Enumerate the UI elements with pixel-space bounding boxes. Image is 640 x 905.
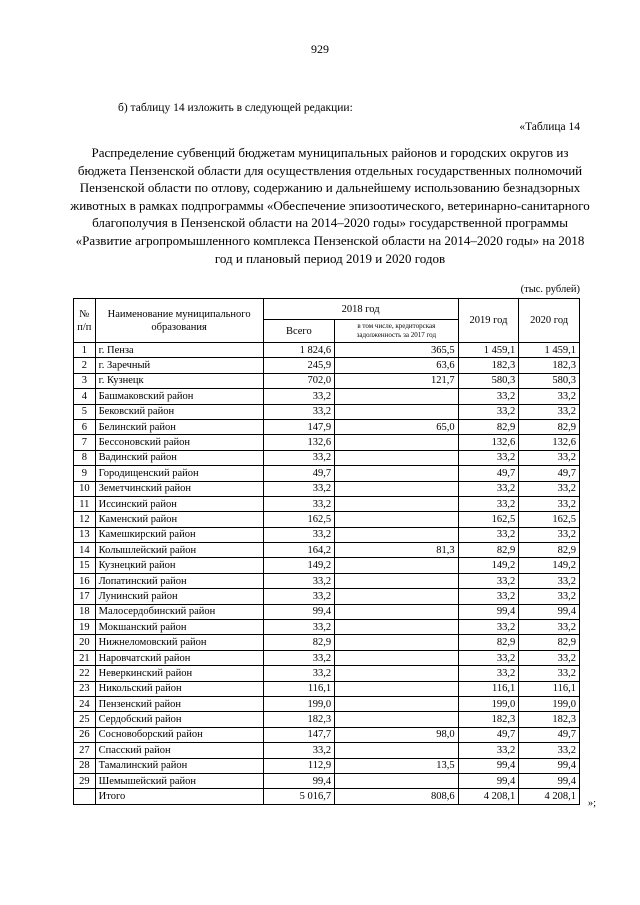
row-name-cell: Лопатинский район — [95, 573, 263, 588]
table-row — [74, 604, 580, 619]
row-2020-cell: 33,2 — [519, 389, 580, 404]
table-row — [74, 743, 580, 758]
table-row — [74, 373, 580, 388]
row-2019-cell: 149,2 — [458, 558, 519, 573]
row-name-cell: Городищенский район — [95, 466, 263, 481]
row-number-cell: 19 — [74, 620, 96, 635]
table-row — [74, 466, 580, 481]
row-number-cell: 13 — [74, 527, 96, 542]
row-2020-cell: 182,3 — [519, 712, 580, 727]
row-2020-cell: 99,4 — [519, 773, 580, 788]
row-name-cell: Башмаковский район — [95, 389, 263, 404]
row-number-cell: 4 — [74, 389, 96, 404]
row-number-cell: 29 — [74, 773, 96, 788]
header-2020: 2020 год — [519, 299, 580, 343]
row-name-cell: Сердобский район — [95, 712, 263, 727]
row-2020-cell: 33,2 — [519, 573, 580, 588]
row-number-cell — [74, 789, 96, 804]
row-total-cell: 33,2 — [263, 589, 335, 604]
row-2020-cell: 162,5 — [519, 512, 580, 527]
row-name-cell: Итого — [95, 789, 263, 804]
table-header — [74, 299, 580, 343]
row-name-cell: Камешкирский район — [95, 527, 263, 542]
row-debt-cell — [335, 466, 459, 481]
row-2019-cell: 132,6 — [458, 435, 519, 450]
row-2020-cell: 33,2 — [519, 481, 580, 496]
row-total-cell: 33,2 — [263, 650, 335, 665]
row-2019-cell: 33,2 — [458, 666, 519, 681]
units-label: (тыс. рублей) — [520, 284, 580, 295]
row-debt-cell — [335, 743, 459, 758]
row-2019-cell: 99,4 — [458, 758, 519, 773]
table-caption: «Таблица 14 — [519, 121, 580, 133]
row-name-cell: Неверкинский район — [95, 666, 263, 681]
row-total-cell: 199,0 — [263, 696, 335, 711]
table-row — [74, 650, 580, 665]
row-2020-cell: 82,9 — [519, 635, 580, 650]
row-debt-cell — [335, 450, 459, 465]
row-total-cell: 33,2 — [263, 666, 335, 681]
row-total-cell: 33,2 — [263, 573, 335, 588]
table-row — [74, 727, 580, 742]
row-number-cell: 21 — [74, 650, 96, 665]
row-debt-cell — [335, 527, 459, 542]
row-number-cell: 7 — [74, 435, 96, 450]
row-total-cell: 132,6 — [263, 435, 335, 450]
table-row — [74, 496, 580, 511]
row-number-cell: 6 — [74, 419, 96, 434]
header-total: Всего — [263, 320, 335, 343]
row-number-cell: 8 — [74, 450, 96, 465]
row-2020-cell: 33,2 — [519, 743, 580, 758]
table-row — [74, 696, 580, 711]
table-row — [74, 681, 580, 696]
row-2019-cell: 33,2 — [458, 496, 519, 511]
table-row — [74, 343, 580, 358]
row-2020-cell: 99,4 — [519, 758, 580, 773]
row-2020-cell: 49,7 — [519, 727, 580, 742]
row-name-cell: Бековский район — [95, 404, 263, 419]
row-name-cell: Мокшанский район — [95, 620, 263, 635]
row-name-cell: г. Заречный — [95, 358, 263, 373]
row-number-cell: 5 — [74, 404, 96, 419]
row-name-cell: Малосердобинский район — [95, 604, 263, 619]
row-name-cell: Вадинский район — [95, 450, 263, 465]
header-name: Наименование муниципального образования — [95, 299, 263, 343]
row-debt-cell — [335, 712, 459, 727]
table-row — [74, 404, 580, 419]
row-total-cell: 99,4 — [263, 773, 335, 788]
row-debt-cell: 121,7 — [335, 373, 459, 388]
intro-text: б) таблицу 14 изложить в следующей редакции: — [118, 102, 353, 114]
row-name-cell: г. Пенза — [95, 343, 263, 358]
row-debt-cell — [335, 404, 459, 419]
row-2020-cell: 149,2 — [519, 558, 580, 573]
row-number-cell: 15 — [74, 558, 96, 573]
table-row — [74, 666, 580, 681]
table-row — [74, 589, 580, 604]
row-2019-cell: 82,9 — [458, 635, 519, 650]
row-total-cell: 164,2 — [263, 543, 335, 558]
table-row — [74, 773, 580, 788]
row-name-cell: Иссинский район — [95, 496, 263, 511]
row-2019-cell: 182,3 — [458, 358, 519, 373]
row-2020-cell: 33,2 — [519, 589, 580, 604]
row-debt-cell — [335, 573, 459, 588]
row-total-cell: 702,0 — [263, 373, 335, 388]
row-total-cell: 33,2 — [263, 527, 335, 542]
row-2019-cell: 33,2 — [458, 481, 519, 496]
table-row — [74, 481, 580, 496]
row-number-cell: 2 — [74, 358, 96, 373]
row-2020-cell: 33,2 — [519, 450, 580, 465]
row-2019-cell: 99,4 — [458, 773, 519, 788]
row-2019-cell: 49,7 — [458, 727, 519, 742]
row-debt-cell: 81,3 — [335, 543, 459, 558]
row-2020-cell: 116,1 — [519, 681, 580, 696]
row-name-cell: Тамалинский район — [95, 758, 263, 773]
row-total-cell: 1 824,6 — [263, 343, 335, 358]
row-2020-cell: 82,9 — [519, 543, 580, 558]
row-total-cell: 33,2 — [263, 389, 335, 404]
table-row — [74, 512, 580, 527]
row-name-cell: Каменский район — [95, 512, 263, 527]
row-number-cell: 1 — [74, 343, 96, 358]
page-number: 929 — [311, 42, 329, 56]
row-total-cell: 99,4 — [263, 604, 335, 619]
table-body — [74, 343, 580, 805]
row-name-cell: Белинский район — [95, 419, 263, 434]
row-total-cell: 162,5 — [263, 512, 335, 527]
row-2019-cell: 33,2 — [458, 450, 519, 465]
row-total-cell: 147,7 — [263, 727, 335, 742]
row-name-cell: г. Кузнецк — [95, 373, 263, 388]
row-debt-cell — [335, 435, 459, 450]
row-total-cell: 33,2 — [263, 450, 335, 465]
row-name-cell: Пензенский район — [95, 696, 263, 711]
row-2019-cell: 33,2 — [458, 389, 519, 404]
row-total-cell: 149,2 — [263, 558, 335, 573]
row-2020-cell: 82,9 — [519, 419, 580, 434]
row-debt-cell — [335, 604, 459, 619]
row-2020-cell: 1 459,1 — [519, 343, 580, 358]
row-number-cell: 28 — [74, 758, 96, 773]
closing-mark: »; — [587, 798, 596, 809]
row-2019-cell: 33,2 — [458, 404, 519, 419]
row-total-cell: 33,2 — [263, 496, 335, 511]
row-2019-cell: 580,3 — [458, 373, 519, 388]
row-2020-cell: 199,0 — [519, 696, 580, 711]
row-name-cell: Никольский район — [95, 681, 263, 696]
row-number-cell: 9 — [74, 466, 96, 481]
document-title: Распределение субвенций бюджетам муниципальных районов и городских округов из бюджета Пензенской области для осуществления отдельных государственных полномочий Пензенской области по отлову, содержанию и дальнейшему использованию безнадзорных животных в рамках подпрограммы «Обеспечение эпизоотического, ветеринарно-санитарного благополучия в Пензенской области на 2014–2020 годы» государственной программы «Развитие агропромышленного комплекса Пензенской области на 2014–2020 годы» на 2018 год и плановый период 2019 и 2020 годов — [70, 145, 590, 266]
header-debt: в том числе, кредиторская задолженность за 2017 год — [335, 320, 459, 343]
row-total-cell: 33,2 — [263, 743, 335, 758]
row-total-cell: 33,2 — [263, 620, 335, 635]
table-row — [74, 758, 580, 773]
row-name-cell: Земетчинский район — [95, 481, 263, 496]
row-2019-cell: 99,4 — [458, 604, 519, 619]
row-number-cell: 23 — [74, 681, 96, 696]
row-debt-cell — [335, 650, 459, 665]
row-2019-cell: 162,5 — [458, 512, 519, 527]
row-2019-cell: 33,2 — [458, 573, 519, 588]
row-debt-cell — [335, 496, 459, 511]
table-row — [74, 543, 580, 558]
row-name-cell: Спасский район — [95, 743, 263, 758]
row-2019-cell: 199,0 — [458, 696, 519, 711]
row-number-cell: 17 — [74, 589, 96, 604]
row-number-cell: 3 — [74, 373, 96, 388]
row-2020-cell: 33,2 — [519, 404, 580, 419]
subsidy-table — [73, 298, 580, 805]
row-total-cell: 33,2 — [263, 481, 335, 496]
row-debt-cell: 13,5 — [335, 758, 459, 773]
table-row — [74, 712, 580, 727]
row-debt-cell: 98,0 — [335, 727, 459, 742]
row-total-cell: 116,1 — [263, 681, 335, 696]
row-debt-cell — [335, 773, 459, 788]
row-debt-cell — [335, 512, 459, 527]
row-total-cell: 112,9 — [263, 758, 335, 773]
row-debt-cell — [335, 558, 459, 573]
row-total-cell: 147,9 — [263, 419, 335, 434]
table-row — [74, 558, 580, 573]
table-row — [74, 620, 580, 635]
row-number-cell: 18 — [74, 604, 96, 619]
row-2019-cell: 33,2 — [458, 650, 519, 665]
row-2020-cell: 99,4 — [519, 604, 580, 619]
row-total-cell: 245,9 — [263, 358, 335, 373]
row-number-cell: 16 — [74, 573, 96, 588]
row-total-cell: 5 016,7 — [263, 789, 335, 804]
row-name-cell: Наровчатский район — [95, 650, 263, 665]
row-2020-cell: 33,2 — [519, 496, 580, 511]
row-number-cell: 22 — [74, 666, 96, 681]
row-number-cell: 11 — [74, 496, 96, 511]
row-number-cell: 26 — [74, 727, 96, 742]
header-2018: 2018 год — [263, 299, 458, 320]
row-2019-cell: 33,2 — [458, 527, 519, 542]
row-name-cell: Шемышейский район — [95, 773, 263, 788]
row-name-cell: Кузнецкий район — [95, 558, 263, 573]
row-name-cell: Нижнеломовский район — [95, 635, 263, 650]
row-number-cell: 20 — [74, 635, 96, 650]
row-name-cell: Сосновоборский район — [95, 727, 263, 742]
row-total-cell: 33,2 — [263, 404, 335, 419]
row-2020-cell: 580,3 — [519, 373, 580, 388]
row-2019-cell: 49,7 — [458, 466, 519, 481]
row-2019-cell: 33,2 — [458, 743, 519, 758]
row-debt-cell — [335, 620, 459, 635]
row-name-cell: Колышлейский район — [95, 543, 263, 558]
row-2019-cell: 82,9 — [458, 419, 519, 434]
row-2019-cell: 33,2 — [458, 589, 519, 604]
row-2019-cell: 116,1 — [458, 681, 519, 696]
row-2020-cell: 4 208,1 — [519, 789, 580, 804]
table-row — [74, 635, 580, 650]
row-number-cell: 10 — [74, 481, 96, 496]
total-row — [74, 789, 580, 804]
header-2019: 2019 год — [458, 299, 519, 343]
row-number-cell: 14 — [74, 543, 96, 558]
header-num: № п/п — [74, 299, 96, 343]
row-total-cell: 82,9 — [263, 635, 335, 650]
row-number-cell: 27 — [74, 743, 96, 758]
row-2019-cell: 4 208,1 — [458, 789, 519, 804]
row-2020-cell: 33,2 — [519, 620, 580, 635]
row-2019-cell: 33,2 — [458, 620, 519, 635]
row-2020-cell: 49,7 — [519, 466, 580, 481]
row-debt-cell — [335, 696, 459, 711]
row-debt-cell: 808,6 — [335, 789, 459, 804]
row-2019-cell: 182,3 — [458, 712, 519, 727]
row-debt-cell: 65,0 — [335, 419, 459, 434]
row-number-cell: 12 — [74, 512, 96, 527]
row-2019-cell: 1 459,1 — [458, 343, 519, 358]
table-row — [74, 450, 580, 465]
row-debt-cell — [335, 666, 459, 681]
row-2019-cell: 82,9 — [458, 543, 519, 558]
row-2020-cell: 182,3 — [519, 358, 580, 373]
table-row — [74, 389, 580, 404]
row-debt-cell — [335, 589, 459, 604]
row-number-cell: 24 — [74, 696, 96, 711]
table-row — [74, 573, 580, 588]
row-2020-cell: 33,2 — [519, 527, 580, 542]
row-total-cell: 182,3 — [263, 712, 335, 727]
table-row — [74, 419, 580, 434]
row-2020-cell: 33,2 — [519, 650, 580, 665]
row-debt-cell — [335, 389, 459, 404]
row-debt-cell — [335, 681, 459, 696]
row-debt-cell — [335, 635, 459, 650]
row-name-cell: Бессоновский район — [95, 435, 263, 450]
row-2020-cell: 132,6 — [519, 435, 580, 450]
row-name-cell: Лунинский район — [95, 589, 263, 604]
table-row — [74, 358, 580, 373]
row-debt-cell: 365,5 — [335, 343, 459, 358]
row-debt-cell — [335, 481, 459, 496]
row-number-cell: 25 — [74, 712, 96, 727]
table-row — [74, 527, 580, 542]
row-total-cell: 49,7 — [263, 466, 335, 481]
row-2020-cell: 33,2 — [519, 666, 580, 681]
table-row — [74, 435, 580, 450]
row-debt-cell: 63,6 — [335, 358, 459, 373]
